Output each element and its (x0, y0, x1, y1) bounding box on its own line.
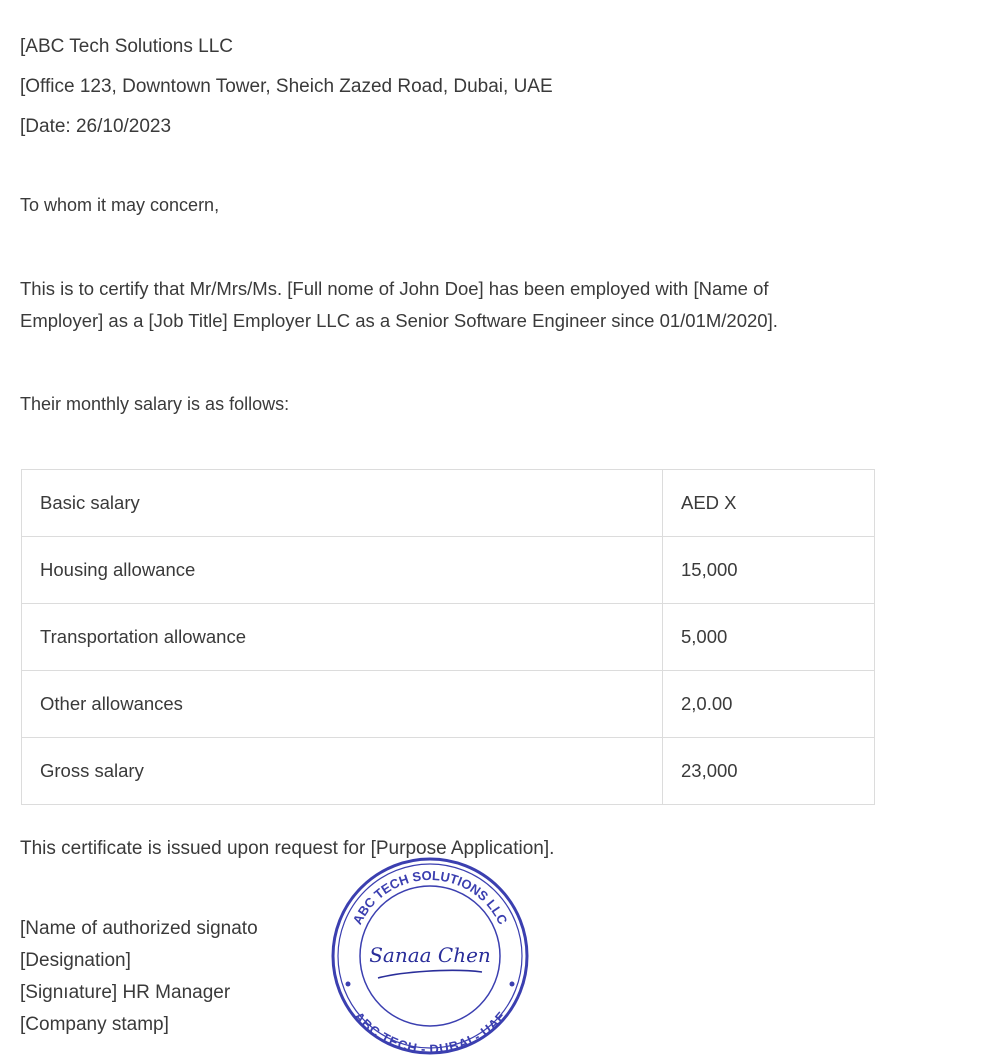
body-line-2: Employer] as a [Job Title] Employer LLC as a Senior Software Engineer since 01/01M/2020]. (20, 310, 778, 331)
stamp-dot (346, 982, 351, 987)
purpose-statement: This certificate is issued upon request for [Purpose Application]. (20, 838, 555, 859)
table-row (22, 604, 875, 671)
stamp-signature: Sanaa Chen (369, 943, 491, 967)
row-label: Gross salary (22, 738, 663, 805)
stamp-dot (510, 982, 515, 987)
signature-line: [Signıature] HR Manager (20, 982, 231, 1003)
stamp-bottom-text: ABC TECH - DUBAI - UAE (351, 1008, 509, 1056)
table-row (22, 671, 875, 738)
company-stamp-label: [Company stamp] (20, 1014, 169, 1035)
row-value: 23,000 (663, 738, 875, 805)
signature-scribble (378, 970, 482, 978)
svg-text:ABC TECH - DUBAI - UAE (351, 1009, 509, 1056)
letter-date: [Date: 26/10/2023 (20, 116, 172, 137)
row-label: Housing allowance (22, 537, 663, 604)
table-row (22, 470, 875, 537)
row-value: 15,000 (663, 537, 875, 604)
company-stamp (330, 856, 530, 1056)
row-label: Basic salary (22, 470, 663, 537)
row-label: Transportation allowance (22, 604, 663, 671)
signatory-designation: [Designation] (20, 950, 131, 971)
table-row (22, 738, 875, 805)
body-line-1: This is to certify that Mr/Mrs/Ms. [Full nome of John Doe] has been employed with [Name of (20, 278, 769, 299)
salutation: To whom it may concern, (20, 195, 220, 215)
row-label: Other allowances (22, 671, 663, 738)
row-value: AED X (663, 470, 875, 537)
salary-table (21, 469, 875, 805)
signatory-name: [Name of authorized signato (20, 918, 258, 939)
salary-intro: Their monthly salary is as follows: (20, 394, 290, 414)
stamp-top-text: ABC TECH SOLUTIONS LLC (349, 867, 511, 927)
company-address: [Office 123, Downtown Tower, Sheich Zazed Road, Dubai, UAE (20, 76, 553, 97)
table-row (22, 537, 875, 604)
row-value: 5,000 (663, 604, 875, 671)
company-name: [ABC Tech Solutions LLC (20, 36, 233, 57)
row-value: 2,0.00 (663, 671, 875, 738)
